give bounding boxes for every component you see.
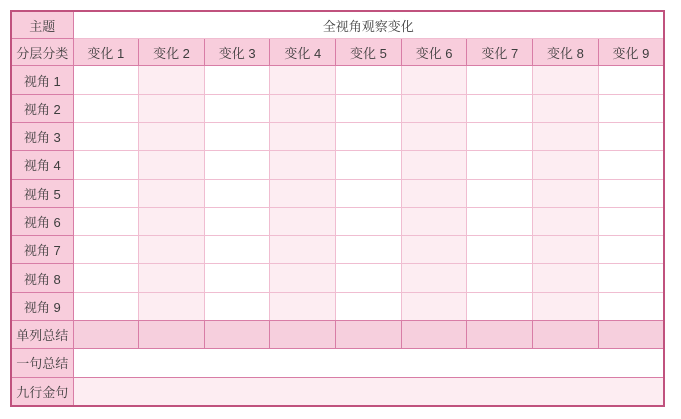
matrix-cell [73,292,139,320]
matrix-cell [139,123,205,151]
matrix-cell [467,207,533,235]
matrix-cell [270,207,336,235]
matrix-cell [598,151,664,179]
row-header: 视角 6 [11,207,73,235]
golden-quote-label-cell: 九行金句 [11,377,73,406]
matrix-cell [598,94,664,122]
column-summary-cell [139,321,205,349]
matrix-cell [598,264,664,292]
matrix-cell [204,94,270,122]
matrix-cell [467,179,533,207]
matrix-cell [401,207,467,235]
matrix-cell [270,236,336,264]
one-sentence-summary-cell [73,349,664,377]
column-header: 变化 8 [533,39,599,66]
column-summary-cell [204,321,270,349]
matrix-cell [73,207,139,235]
column-header: 变化 3 [204,39,270,66]
perspective-row [11,236,664,264]
perspective-row [11,179,664,207]
column-header: 变化 9 [598,39,664,66]
topic-title-cell: 全视角观察变化 [73,11,664,39]
matrix-cell [467,94,533,122]
matrix-cell [204,66,270,94]
matrix-cell [467,151,533,179]
matrix-cell [270,292,336,320]
matrix-cell [270,66,336,94]
matrix-cell [73,66,139,94]
column-header: 变化 6 [401,39,467,66]
matrix-cell [139,236,205,264]
matrix-cell [73,236,139,264]
column-header: 变化 5 [336,39,402,66]
one-sentence-summary-label-cell: 一句总结 [11,349,73,377]
row-header: 视角 8 [11,264,73,292]
matrix-cell [598,236,664,264]
matrix-cell [533,179,599,207]
column-summary-cell [598,321,664,349]
matrix-cell [467,236,533,264]
matrix-cell [533,123,599,151]
matrix-cell [401,292,467,320]
matrix-cell [73,151,139,179]
matrix-cell [204,292,270,320]
row-header: 视角 7 [11,236,73,264]
column-summary-cell [73,321,139,349]
matrix-cell [139,207,205,235]
column-summary-cell [533,321,599,349]
column-header: 变化 4 [270,39,336,66]
matrix-cell [139,264,205,292]
matrix-cell [533,207,599,235]
matrix-cell [401,123,467,151]
matrix-cell [336,94,402,122]
row-header: 视角 5 [11,179,73,207]
matrix-cell [204,179,270,207]
matrix-cell [336,66,402,94]
matrix-cell [336,207,402,235]
matrix-cell [204,151,270,179]
column-header: 变化 1 [73,39,139,66]
matrix-cell [336,264,402,292]
matrix-cell [467,66,533,94]
matrix-cell [204,236,270,264]
matrix-cell [533,292,599,320]
column-summary-cell [270,321,336,349]
matrix-cell [73,179,139,207]
column-summary-label-cell: 单列总结 [11,321,73,349]
matrix-cell [401,179,467,207]
matrix-cell [336,179,402,207]
matrix-cell [270,94,336,122]
matrix-cell [533,66,599,94]
matrix-cell [139,94,205,122]
perspective-row [11,264,664,292]
matrix-cell [139,66,205,94]
golden-quote-cell [73,377,664,406]
row-header: 视角 3 [11,123,73,151]
column-header: 变化 2 [139,39,205,66]
matrix-cell [336,236,402,264]
perspective-row [11,123,664,151]
matrix-cell [73,123,139,151]
matrix-cell [336,292,402,320]
observation-matrix-table [10,10,665,407]
perspective-row [11,207,664,235]
matrix-cell [598,123,664,151]
matrix-cell [204,123,270,151]
column-summary-cell [336,321,402,349]
column-header: 变化 7 [467,39,533,66]
matrix-cell [598,66,664,94]
matrix-cell [533,264,599,292]
perspective-row [11,292,664,320]
matrix-cell [533,236,599,264]
matrix-cell [270,151,336,179]
column-summary-row [11,321,664,349]
matrix-cell [401,236,467,264]
matrix-cell [467,264,533,292]
topic-label-cell: 主题 [11,11,73,39]
perspective-row [11,66,664,94]
row-header: 视角 2 [11,94,73,122]
row-header: 视角 4 [11,151,73,179]
golden-quote-row [11,377,664,406]
matrix-cell [401,66,467,94]
one-sentence-summary-row [11,349,664,377]
matrix-cell [204,264,270,292]
perspective-row [11,151,664,179]
column-header-row [11,39,664,66]
matrix-cell [401,264,467,292]
corner-label-cell: 分层分类 [11,39,73,66]
row-header: 视角 9 [11,292,73,320]
matrix-cell [533,151,599,179]
column-summary-cell [467,321,533,349]
matrix-cell [73,94,139,122]
matrix-cell [336,123,402,151]
matrix-cell [598,179,664,207]
matrix-cell [598,292,664,320]
matrix-cell [270,179,336,207]
matrix-cell [401,94,467,122]
matrix-cell [73,264,139,292]
topic-row [11,11,664,39]
matrix-cell [270,123,336,151]
matrix-cell [533,94,599,122]
matrix-cell [401,151,467,179]
matrix-cell [336,151,402,179]
perspective-row [11,94,664,122]
matrix-cell [598,207,664,235]
matrix-cell [139,292,205,320]
matrix-cell [139,151,205,179]
row-header: 视角 1 [11,66,73,94]
matrix-cell [467,123,533,151]
matrix-cell [139,179,205,207]
matrix-cell [204,207,270,235]
matrix-cell [467,292,533,320]
matrix-cell [270,264,336,292]
column-summary-cell [401,321,467,349]
